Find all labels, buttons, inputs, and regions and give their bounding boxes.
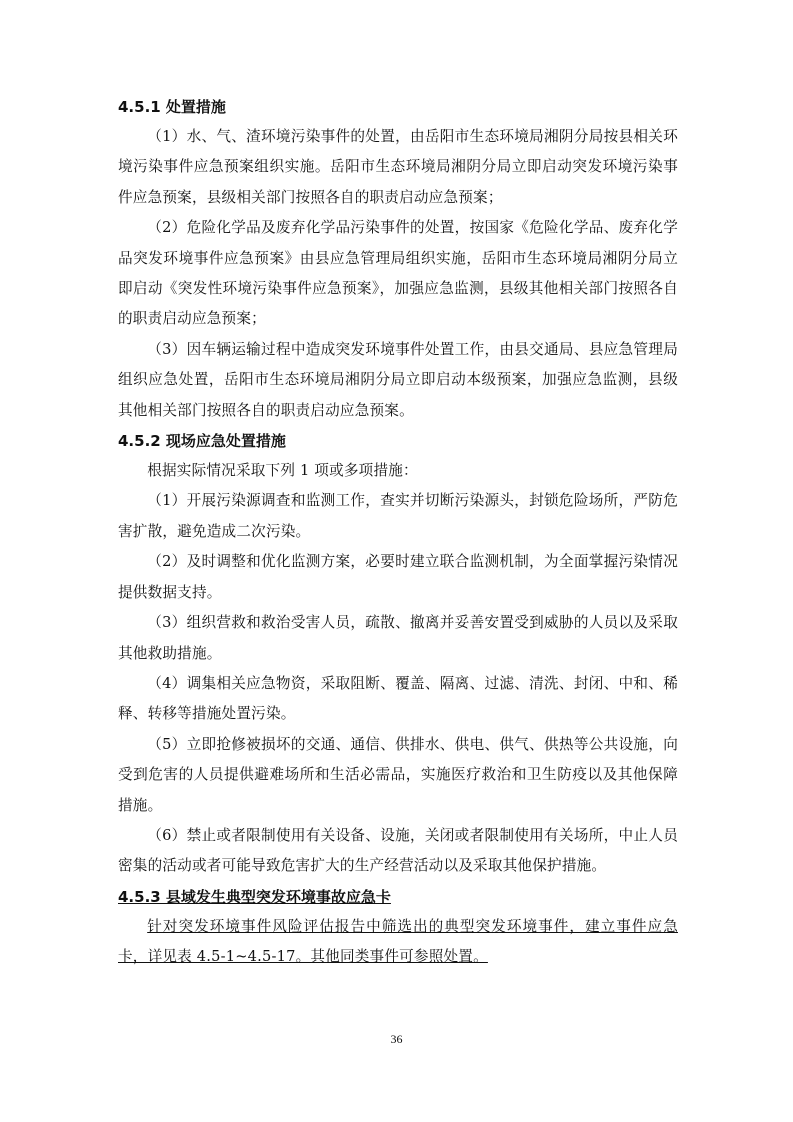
paragraph-4-5-2-intro: 根据实际情况采取下列 1 项或多项措施： <box>147 462 418 480</box>
paragraph-4-5-3: 针对突发环境事件风险评估报告中筛选出的典型突发环境事件，建立事件应急卡，详见表 4.5-1~4.5-17。其他同类事件可参照处置。 <box>118 917 678 966</box>
paragraph-4-5-2-item-4: （4）调集相关应急物资，采取阻断、覆盖、隔离、过滤、清洗、封闭、中和、稀释、转移等措施处置污染。 <box>118 674 678 723</box>
paragraph-4-5-2-item-2: （2）及时调整和优化监测方案，必要时建立联合监测机制，为全面掌握污染情况提供数据支持。 <box>118 553 678 601</box>
paragraph-4-5-2-item-3: （3）组织营救和救治受害人员，疏散、撤离并妥善安置受到威胁的人员以及采取其他救助措施。 <box>118 614 678 662</box>
paragraph-4-5-2-item-6: （6）禁止或者限制使用有关设备、设施，关闭或者限制使用有关场所，中止人员密集的活动或者可能导致危害扩大的生产经营活动以及采取其他保护措施。 <box>118 826 678 875</box>
paragraph-4-5-2-item-1: （1）开展污染源调查和监测工作，查实并切断污染源头，封锁危险场所，严防危害扩散，避免造成二次污染。 <box>118 492 678 540</box>
paragraph-4-5-1-item-3: （3）因车辆运输过程中造成突发环境事件处置工作，由县交通局、县应急管理局组织应急处置，岳阳市生态环境局湘阴分局立即启动本级预案，加强应急监测，县级其他相关部门按照各自的职责启动应急预案。 <box>118 340 678 419</box>
paragraph-4-5-1-item-1: （1）水、气、渣环境污染事件的处置，由岳阳市生态环境局湘阴分局按县相关环境污染事件应急预案组织实施。岳阳市生态环境局湘阴分局立即启动突发环境污染事件应急预案，县级相关部门按照各自的职责启动应急预案； <box>118 128 678 206</box>
page-number: 36 <box>390 1032 403 1046</box>
section-heading-4-5-1: 4.5.1 处置措施 <box>118 98 226 116</box>
section-heading-4-5-3: 4.5.3 县域发生典型突发环境事故应急卡 <box>118 887 391 906</box>
paragraph-4-5-1-item-2: （2）危险化学品及废弃化学品污染事件的处置，按国家《危险化学品、废弃化学品突发环境事件应急预案》由县应急管理局组织实施，岳阳市生态环境局湘阴分局立即启动《突发性环境污染事件应急预案》，加强应急监测，县级其他相关部门按照各自的职责启动应急预案； <box>118 219 678 328</box>
paragraph-4-5-2-item-5: （5）立即抢修被损坏的交通、通信、供排水、供电、供气、供热等公共设施，向受到危害的人员提供避难场所和生活必需品，实施医疗救治和卫生防疫以及其他保障措施。 <box>118 735 678 814</box>
page-content <box>118 92 678 973</box>
section-heading-4-5-2: 4.5.2 现场应急处置措施 <box>118 432 286 451</box>
